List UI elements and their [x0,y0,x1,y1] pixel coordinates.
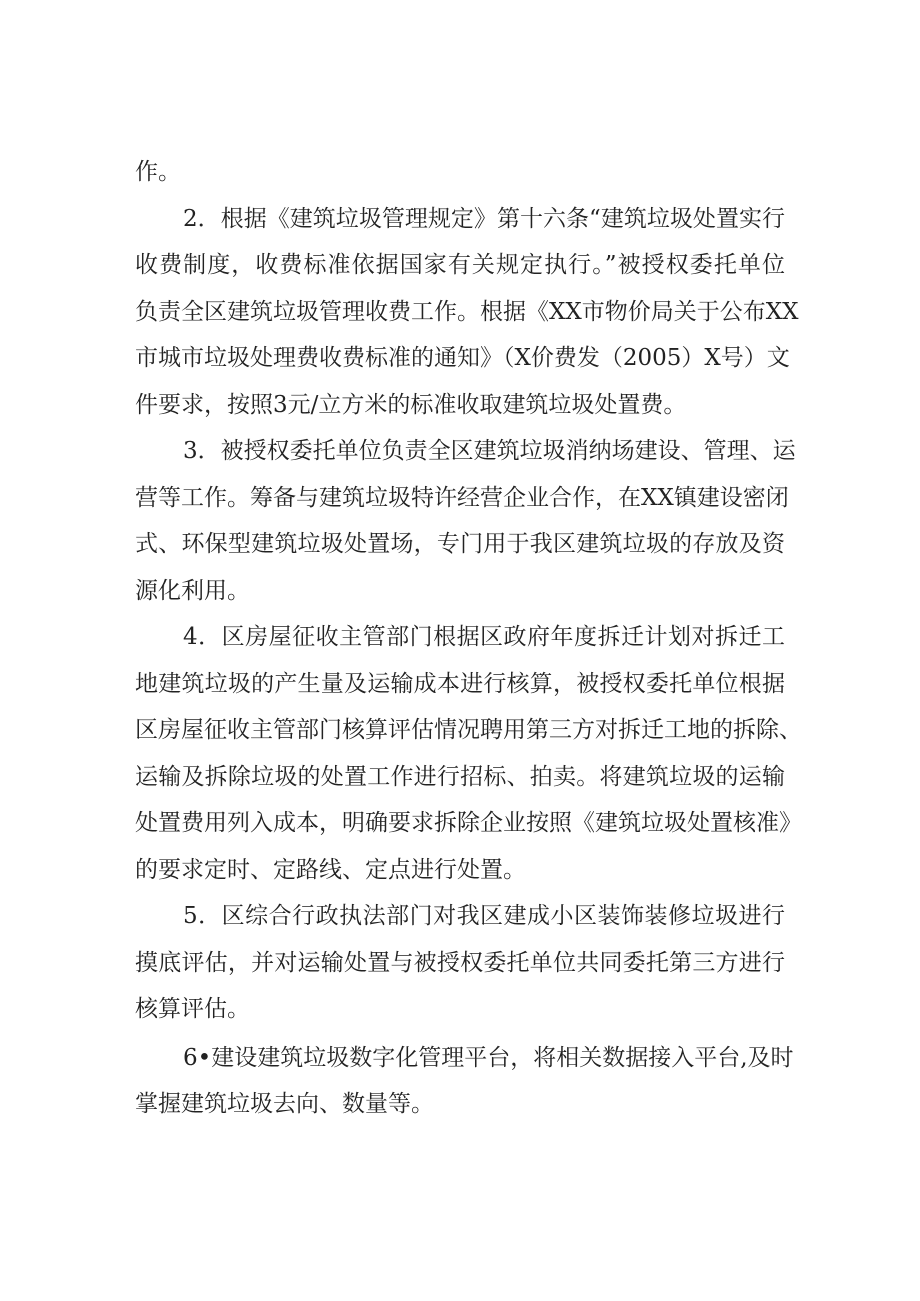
paragraph [135,614,802,893]
paragraph [135,1035,794,1128]
text-line: 的要求定时、定路线、定点进行处置。 [135,856,526,883]
text-line: 作。 [135,159,181,185]
paragraph [135,196,799,429]
text-line: 式、环保型建筑垃圾处置场，专门用于我区建筑垃圾的存放及资 [135,531,785,557]
text-line: 负责全区建筑垃圾管理收费工作。根据《XX市物价局关于公布XX [135,298,799,325]
text-line: 2．根据《建筑垃圾管理规定》第十六条“建筑垃圾处置实行 [183,205,785,232]
text-line: 掌握建筑垃圾去向、数量等。 [135,1091,434,1117]
text-line: 收费制度，收费标准依据国家有关规定执行。”被授权委托单位 [135,252,785,278]
paragraph [135,893,785,1033]
text-line: 6•建设建筑垃圾数字化管理平台，将相关数据接入平台,及时 [183,1044,794,1071]
text-line: 区房屋征收主管部门核算评估情况聘用第三方对拆迁工地的拆除、 [135,717,802,743]
text-line: 3．被授权委托单位负责全区建筑垃圾消纳场建设、管理、运 [183,438,796,464]
text-line: 4．区房屋征收主管部门根据区政府年度拆迁计划对拆迁工 [183,624,785,650]
text-line: 核算评估。 [135,996,250,1022]
text-line: 地建筑垃圾的产生量及运输成本进行核算，被授权委托单位根据 [135,670,785,697]
text-line: 运输及拆除垃圾的处置工作进行招标、拍卖。将建筑垃圾的运输 [135,763,785,790]
text-line: 摸底评估，并对运输处置与被授权委托单位共同委托第三方进行 [135,949,785,976]
text-line: 件要求，按照3元/立方米的标准收取建筑垃圾处置费。 [135,391,687,418]
text-line: 处置费用列入成本，明确要求拆除企业按照《建筑垃圾处置核准》 [135,810,802,836]
text-line: 源化利用。 [135,577,250,604]
document-body [135,149,802,1128]
text-line: 市城市垃圾处理费收费标准的通知》（X价费发（2005）X号）文 [135,345,790,371]
paragraph [135,149,785,196]
paragraph [135,428,796,614]
text-line: 营等工作。筹备与建筑垃圾特许经营企业合作，在XX镇建设密闭 [135,484,789,511]
text-line: 5．区综合行政执法部门对我区建成小区装饰装修垃圾进行 [183,903,785,929]
